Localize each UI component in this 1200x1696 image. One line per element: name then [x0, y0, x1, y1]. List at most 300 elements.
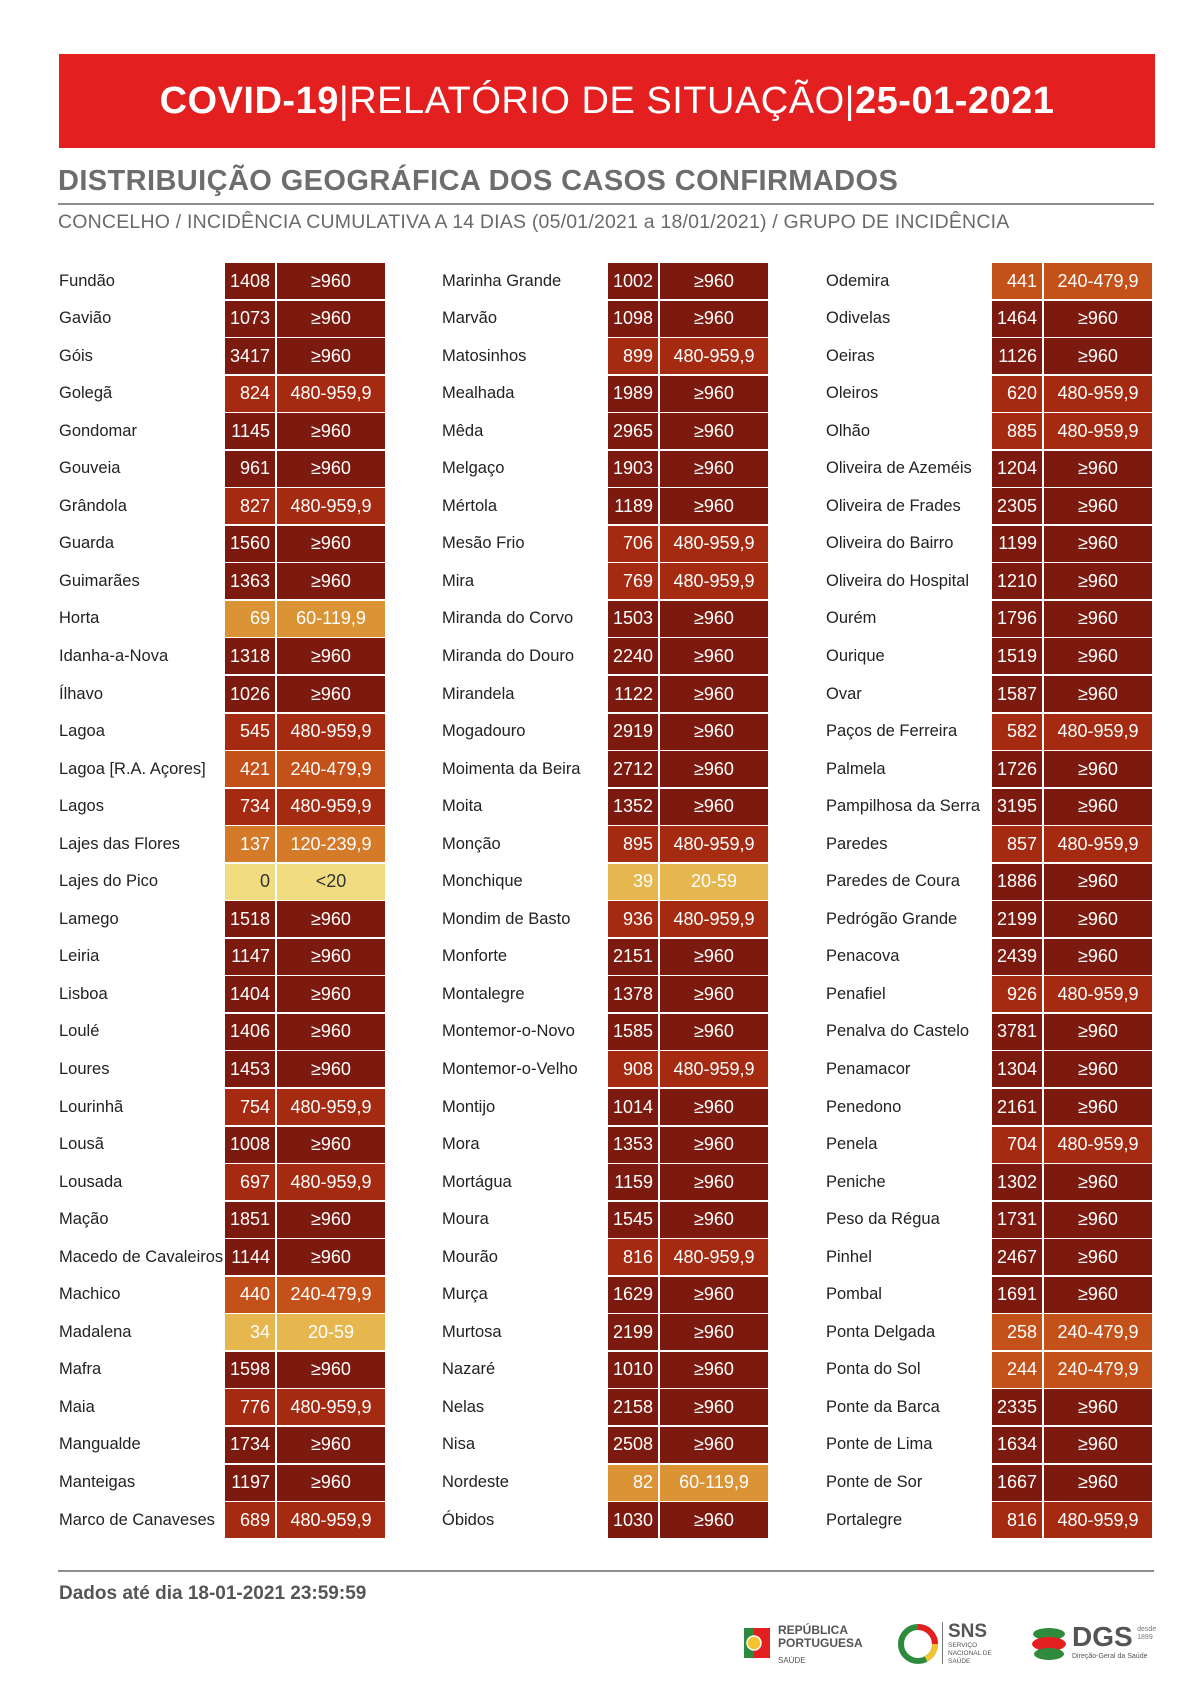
data-cutoff-note: Dados até dia 18-01-2021 23:59:59 — [59, 1583, 367, 1604]
incidence-value: 0 — [225, 864, 275, 900]
municipality-name: Lagoa — [59, 722, 105, 741]
incidence-value: 2240 — [608, 638, 658, 674]
incidence-value: 69 — [225, 601, 275, 637]
incidence-value: 441 — [992, 263, 1042, 299]
incidence-value: 137 — [225, 826, 275, 862]
incidence-group: 480-959,9 — [660, 526, 768, 562]
municipality-name: Ponta do Sol — [826, 1360, 921, 1379]
incidence-group: ≥960 — [1044, 864, 1152, 900]
municipality-name: Monchique — [442, 872, 523, 891]
table-row — [442, 1127, 772, 1165]
municipality-name: Góis — [59, 346, 93, 365]
table-row — [826, 1202, 1156, 1240]
municipality-name: Portalegre — [826, 1510, 903, 1529]
report-banner — [59, 54, 1155, 148]
incidence-value: 1545 — [608, 1202, 658, 1238]
table-column-2 — [442, 263, 772, 1540]
incidence-value: 1197 — [225, 1465, 275, 1501]
incidence-value: 1731 — [992, 1202, 1042, 1238]
municipality-name: Penalva do Castelo — [826, 1022, 970, 1041]
incidence-group: 480-959,9 — [1044, 413, 1152, 449]
table-row — [826, 901, 1156, 939]
incidence-value: 1189 — [608, 488, 658, 524]
municipality-name: Idanha-a-Nova — [59, 646, 169, 665]
incidence-group: ≥960 — [1044, 939, 1152, 975]
incidence-value: 2439 — [992, 939, 1042, 975]
incidence-group: ≥960 — [277, 451, 385, 487]
incidence-value: 1378 — [608, 976, 658, 1012]
incidence-group: 480-959,9 — [277, 714, 385, 750]
incidence-group: ≥960 — [1044, 563, 1152, 599]
table-row — [826, 1277, 1156, 1315]
incidence-group: ≥960 — [660, 1014, 768, 1050]
incidence-value: 3417 — [225, 338, 275, 374]
municipality-name: Ovar — [826, 684, 862, 703]
table-row — [442, 1502, 772, 1540]
banner-covid: COVID-19 — [159, 79, 339, 122]
incidence-group: 480-959,9 — [277, 1502, 385, 1538]
table-row — [59, 1014, 389, 1052]
incidence-group: ≥960 — [1044, 1277, 1152, 1313]
incidence-group: ≥960 — [277, 1051, 385, 1087]
incidence-value: 857 — [992, 826, 1042, 862]
municipality-name: Mortágua — [442, 1172, 512, 1191]
table-row — [59, 301, 389, 339]
incidence-group: ≥960 — [660, 1127, 768, 1163]
municipality-name: Maia — [59, 1397, 95, 1416]
incidence-group: 480-959,9 — [277, 1089, 385, 1125]
incidence-group: ≥960 — [277, 526, 385, 562]
logo1-line2: PORTUGUESA — [778, 1636, 863, 1650]
incidence-group: 240-479,9 — [277, 751, 385, 787]
incidence-group: 480-959,9 — [277, 1389, 385, 1425]
municipality-name: Mação — [59, 1210, 109, 1229]
table-row — [59, 488, 389, 526]
table-row — [59, 263, 389, 301]
municipality-name: Penamacor — [826, 1059, 911, 1078]
incidence-group: ≥960 — [277, 1202, 385, 1238]
municipality-name: Mealhada — [442, 384, 515, 403]
table-row — [59, 338, 389, 376]
municipality-name: Gavião — [59, 309, 112, 328]
incidence-group: 480-959,9 — [660, 1239, 768, 1275]
incidence-group: 480-959,9 — [277, 789, 385, 825]
incidence-group: ≥960 — [277, 338, 385, 374]
table-row — [826, 601, 1156, 639]
sns-sublabel: SERVIÇO NACIONAL DE SAÚDE — [948, 1642, 992, 1665]
incidence-group: 480-959,9 — [277, 1164, 385, 1200]
table-row — [442, 1389, 772, 1427]
table-row — [59, 638, 389, 676]
incidence-value: 827 — [225, 488, 275, 524]
incidence-value: 1453 — [225, 1051, 275, 1087]
incidence-group: ≥960 — [277, 1427, 385, 1463]
incidence-value: 1903 — [608, 451, 658, 487]
incidence-group: ≥960 — [660, 1352, 768, 1388]
incidence-value: 2335 — [992, 1389, 1042, 1425]
incidence-group: 480-959,9 — [660, 563, 768, 599]
incidence-group: 60-119,9 — [660, 1465, 768, 1501]
table-row — [826, 338, 1156, 376]
municipality-name: Oliveira do Bairro — [826, 534, 954, 553]
incidence-group: 480-959,9 — [660, 338, 768, 374]
municipality-name: Nelas — [442, 1397, 485, 1416]
incidence-group: ≥960 — [660, 263, 768, 299]
table-row — [826, 789, 1156, 827]
incidence-value: 1408 — [225, 263, 275, 299]
municipality-name: Loulé — [59, 1022, 100, 1041]
municipality-name: Penedono — [826, 1097, 902, 1116]
municipality-name: Lousada — [59, 1172, 123, 1191]
municipality-name: Pombal — [826, 1285, 882, 1304]
section-subtitle: CONCELHO / INCIDÊNCIA CUMULATIVA A 14 DIAS (05/01/2021 a 18/01/2021) / GRUPO DE INCIDÊNCIA — [58, 211, 1010, 233]
municipality-name: Mirandela — [442, 684, 515, 703]
table-row — [59, 1127, 389, 1165]
municipality-name: Moita — [442, 797, 483, 816]
incidence-value: 1159 — [608, 1164, 658, 1200]
municipality-name: Macedo de Cavaleiros — [59, 1247, 224, 1266]
municipality-name: Ílhavo — [59, 684, 104, 703]
table-row — [442, 1314, 772, 1352]
municipality-name: Manteigas — [59, 1473, 136, 1491]
incidence-value: 2712 — [608, 751, 658, 787]
incidence-group: ≥960 — [277, 1014, 385, 1050]
incidence-group: ≥960 — [660, 301, 768, 337]
municipality-name: Leiria — [59, 947, 100, 966]
sns-label: SNS — [948, 1621, 988, 1642]
table-row — [826, 451, 1156, 489]
incidence-value: 1406 — [225, 1014, 275, 1050]
table-row — [442, 263, 772, 301]
incidence-group: 20-59 — [277, 1314, 385, 1350]
incidence-group: 240-479,9 — [277, 1277, 385, 1313]
incidence-group: ≥960 — [660, 1314, 768, 1350]
incidence-group: ≥960 — [1044, 1089, 1152, 1125]
incidence-value: 1587 — [992, 676, 1042, 712]
table-row — [442, 976, 772, 1014]
incidence-value: 2467 — [992, 1239, 1042, 1275]
municipality-name: Machico — [59, 1285, 121, 1304]
incidence-group: 480-959,9 — [660, 826, 768, 862]
table-row — [59, 751, 389, 789]
incidence-value: 1598 — [225, 1352, 275, 1388]
table-row — [826, 1014, 1156, 1052]
table-row — [59, 901, 389, 939]
incidence-value: 885 — [992, 413, 1042, 449]
table-row — [59, 676, 389, 714]
table-row — [826, 714, 1156, 752]
municipality-name: Lamego — [59, 909, 119, 928]
incidence-group: 480-959,9 — [1044, 1502, 1152, 1538]
incidence-group: ≥960 — [1044, 676, 1152, 712]
incidence-group: ≥960 — [660, 1389, 768, 1425]
incidence-group: 480-959,9 — [277, 376, 385, 412]
sns-divider — [942, 1622, 943, 1664]
table-row — [826, 939, 1156, 977]
incidence-group: ≥960 — [660, 1202, 768, 1238]
table-row — [59, 1352, 389, 1390]
municipality-name: Paredes — [826, 834, 888, 853]
incidence-group: ≥960 — [660, 413, 768, 449]
table-row — [59, 1277, 389, 1315]
incidence-value: 769 — [608, 563, 658, 599]
incidence-value: 1352 — [608, 789, 658, 825]
table-row — [59, 601, 389, 639]
municipality-name: Lajes das Flores — [59, 834, 181, 853]
incidence-value: 816 — [608, 1239, 658, 1275]
incidence-value: 754 — [225, 1089, 275, 1125]
municipality-name: Mangualde — [59, 1435, 141, 1454]
incidence-value: 1726 — [992, 751, 1042, 787]
table-row — [59, 714, 389, 752]
incidence-value: 82 — [608, 1465, 658, 1501]
incidence-group: ≥960 — [660, 789, 768, 825]
incidence-value: 899 — [608, 338, 658, 374]
table-row — [826, 488, 1156, 526]
incidence-value: 1010 — [608, 1352, 658, 1388]
incidence-group: ≥960 — [660, 1502, 768, 1538]
table-row — [826, 413, 1156, 451]
table-row — [442, 376, 772, 414]
incidence-value: 1629 — [608, 1277, 658, 1313]
incidence-group: 480-959,9 — [660, 1051, 768, 1087]
table-row — [442, 601, 772, 639]
table-row — [442, 1352, 772, 1390]
incidence-value: 908 — [608, 1051, 658, 1087]
municipality-name: Oliveira do Hospital — [826, 571, 970, 590]
table-row — [826, 864, 1156, 902]
incidence-group: ≥960 — [660, 638, 768, 674]
table-column-1 — [59, 263, 389, 1540]
logo1-line1: REPÚBLICA — [778, 1623, 849, 1637]
sns-logo — [898, 1622, 1008, 1666]
incidence-value: 1404 — [225, 976, 275, 1012]
municipality-name: Montalegre — [442, 984, 525, 1003]
incidence-value: 1989 — [608, 376, 658, 412]
incidence-value: 895 — [608, 826, 658, 862]
dgs-since: desde 1899 — [1137, 1626, 1157, 1641]
incidence-group: ≥960 — [1044, 451, 1152, 487]
incidence-value: 1304 — [992, 1051, 1042, 1087]
municipality-name: Lourinhã — [59, 1097, 124, 1116]
municipality-name: Odemira — [826, 271, 890, 290]
municipality-name: Monção — [442, 834, 501, 853]
municipality-name: Moura — [442, 1210, 489, 1229]
municipality-name: Nordeste — [442, 1473, 509, 1491]
incidence-group: 480-959,9 — [1044, 714, 1152, 750]
table-row — [59, 1202, 389, 1240]
incidence-group: ≥960 — [1044, 1465, 1152, 1501]
municipality-name: Loures — [59, 1059, 110, 1078]
incidence-group: ≥960 — [1044, 751, 1152, 787]
incidence-group: ≥960 — [277, 901, 385, 937]
incidence-value: 816 — [992, 1502, 1042, 1538]
incidence-value: 1204 — [992, 451, 1042, 487]
incidence-value: 421 — [225, 751, 275, 787]
table-row — [826, 263, 1156, 301]
municipality-name: Penacova — [826, 947, 900, 966]
municipality-name: Mesão Frio — [442, 534, 525, 553]
table-row — [442, 451, 772, 489]
incidence-value: 704 — [992, 1127, 1042, 1163]
incidence-group: ≥960 — [660, 976, 768, 1012]
table-row — [442, 1427, 772, 1465]
table-row — [59, 1164, 389, 1202]
incidence-group: 480-959,9 — [1044, 976, 1152, 1012]
table-row — [826, 826, 1156, 864]
incidence-group: ≥960 — [277, 413, 385, 449]
republica-portuguesa-logo — [742, 1622, 874, 1666]
table-row — [442, 751, 772, 789]
municipality-name: Marvão — [442, 309, 498, 328]
incidence-group: ≥960 — [660, 376, 768, 412]
incidence-group: 480-959,9 — [1044, 376, 1152, 412]
incidence-group: ≥960 — [277, 1239, 385, 1275]
municipality-name: Moimenta da Beira — [442, 759, 581, 778]
incidence-value: 2305 — [992, 488, 1042, 524]
incidence-value: 1002 — [608, 263, 658, 299]
table-row — [442, 939, 772, 977]
municipality-name: Ponte de Sor — [826, 1473, 923, 1491]
municipality-name: Lisboa — [59, 984, 108, 1003]
municipality-name: Montemor-o-Velho — [442, 1059, 578, 1078]
incidence-value: 1199 — [992, 526, 1042, 562]
municipality-name: Pedrógão Grande — [826, 909, 958, 928]
banner-report-title: RELATÓRIO DE SITUAÇÃO — [349, 79, 845, 122]
municipality-name: Lousã — [59, 1135, 104, 1154]
incidence-value: 39 — [608, 864, 658, 900]
municipality-name: Óbidos — [442, 1510, 495, 1529]
municipality-name: Mogadouro — [442, 722, 526, 741]
municipality-name: Peso da Régua — [826, 1210, 940, 1229]
incidence-group: ≥960 — [277, 676, 385, 712]
municipality-name: Guarda — [59, 534, 115, 553]
municipality-name: Mourão — [442, 1247, 498, 1266]
incidence-value: 1030 — [608, 1502, 658, 1538]
incidence-group: ≥960 — [1044, 526, 1152, 562]
table-row — [826, 751, 1156, 789]
municipality-name: Nisa — [442, 1435, 476, 1454]
municipality-name: Mira — [442, 571, 475, 590]
incidence-value: 689 — [225, 1502, 275, 1538]
municipality-name: Horta — [59, 609, 100, 628]
incidence-value: 926 — [992, 976, 1042, 1012]
incidence-value: 706 — [608, 526, 658, 562]
table-row — [59, 451, 389, 489]
table-row — [826, 1127, 1156, 1165]
municipality-name: Palmela — [826, 759, 886, 778]
incidence-group: ≥960 — [1044, 1202, 1152, 1238]
table-row — [59, 1427, 389, 1465]
municipality-name: Oliveira de Azeméis — [826, 459, 972, 478]
incidence-value: 776 — [225, 1389, 275, 1425]
table-row — [442, 301, 772, 339]
table-row — [59, 864, 389, 902]
table-row — [826, 1427, 1156, 1465]
incidence-group: ≥960 — [1044, 601, 1152, 637]
incidence-value: 1886 — [992, 864, 1042, 900]
table-row — [59, 1389, 389, 1427]
table-row — [59, 413, 389, 451]
table-row — [442, 526, 772, 564]
municipality-name: Pinhel — [826, 1247, 872, 1266]
incidence-value: 1073 — [225, 301, 275, 337]
incidence-value: 1145 — [225, 413, 275, 449]
incidence-value: 2199 — [608, 1314, 658, 1350]
incidence-value: 1126 — [992, 338, 1042, 374]
table-row — [442, 1164, 772, 1202]
incidence-group: ≥960 — [660, 751, 768, 787]
incidence-group: ≥960 — [277, 939, 385, 975]
incidence-value: 1796 — [992, 601, 1042, 637]
incidence-value: 582 — [992, 714, 1042, 750]
incidence-group: ≥960 — [1044, 1164, 1152, 1200]
incidence-group: ≥960 — [277, 1352, 385, 1388]
incidence-group: ≥960 — [277, 638, 385, 674]
table-row — [826, 976, 1156, 1014]
municipality-name: Olhão — [826, 421, 871, 440]
incidence-group: <20 — [277, 864, 385, 900]
municipality-name: Mafra — [59, 1360, 102, 1379]
table-row — [442, 789, 772, 827]
municipality-name: Montijo — [442, 1097, 496, 1116]
table-row — [826, 1164, 1156, 1202]
table-column-3 — [826, 263, 1156, 1540]
incidence-group: 480-959,9 — [277, 488, 385, 524]
table-row — [826, 676, 1156, 714]
municipality-name: Mértola — [442, 496, 498, 515]
dgs-sublabel: Direção-Geral da Saúde — [1072, 1653, 1148, 1660]
section-title: DISTRIBUIÇÃO GEOGRÁFICA DOS CASOS CONFIRMADOS — [58, 165, 1154, 205]
incidence-value: 697 — [225, 1164, 275, 1200]
table-row — [826, 563, 1156, 601]
table-row — [826, 526, 1156, 564]
municipality-name: Pampilhosa da Serra — [826, 797, 981, 816]
table-row — [826, 1389, 1156, 1427]
banner-separator-1: | — [338, 79, 350, 122]
incidence-value: 1147 — [225, 939, 275, 975]
municipality-name: Gouveia — [59, 459, 121, 478]
incidence-value: 1026 — [225, 676, 275, 712]
incidence-value: 2151 — [608, 939, 658, 975]
table-row — [59, 826, 389, 864]
incidence-value: 961 — [225, 451, 275, 487]
municipality-name: Lagos — [59, 797, 104, 816]
table-row — [442, 413, 772, 451]
incidence-group: ≥960 — [277, 263, 385, 299]
incidence-group: ≥960 — [660, 1427, 768, 1463]
incidence-group: ≥960 — [660, 1277, 768, 1313]
table-row — [826, 1502, 1156, 1540]
municipality-name: Paredes de Coura — [826, 872, 960, 891]
incidence-group: 480-959,9 — [660, 901, 768, 937]
incidence-value: 2919 — [608, 714, 658, 750]
incidence-value: 1144 — [225, 1239, 275, 1275]
table-row — [442, 826, 772, 864]
incidence-group: ≥960 — [277, 1465, 385, 1501]
incidence-group: ≥960 — [277, 563, 385, 599]
incidence-value: 1519 — [992, 638, 1042, 674]
table-row — [442, 676, 772, 714]
incidence-group: ≥960 — [660, 601, 768, 637]
incidence-group: ≥960 — [1044, 301, 1152, 337]
municipality-name: Gondomar — [59, 421, 137, 440]
incidence-value: 1464 — [992, 301, 1042, 337]
incidence-group: 60-119,9 — [277, 601, 385, 637]
table-row — [59, 1502, 389, 1540]
table-row — [442, 901, 772, 939]
incidence-group: ≥960 — [660, 488, 768, 524]
